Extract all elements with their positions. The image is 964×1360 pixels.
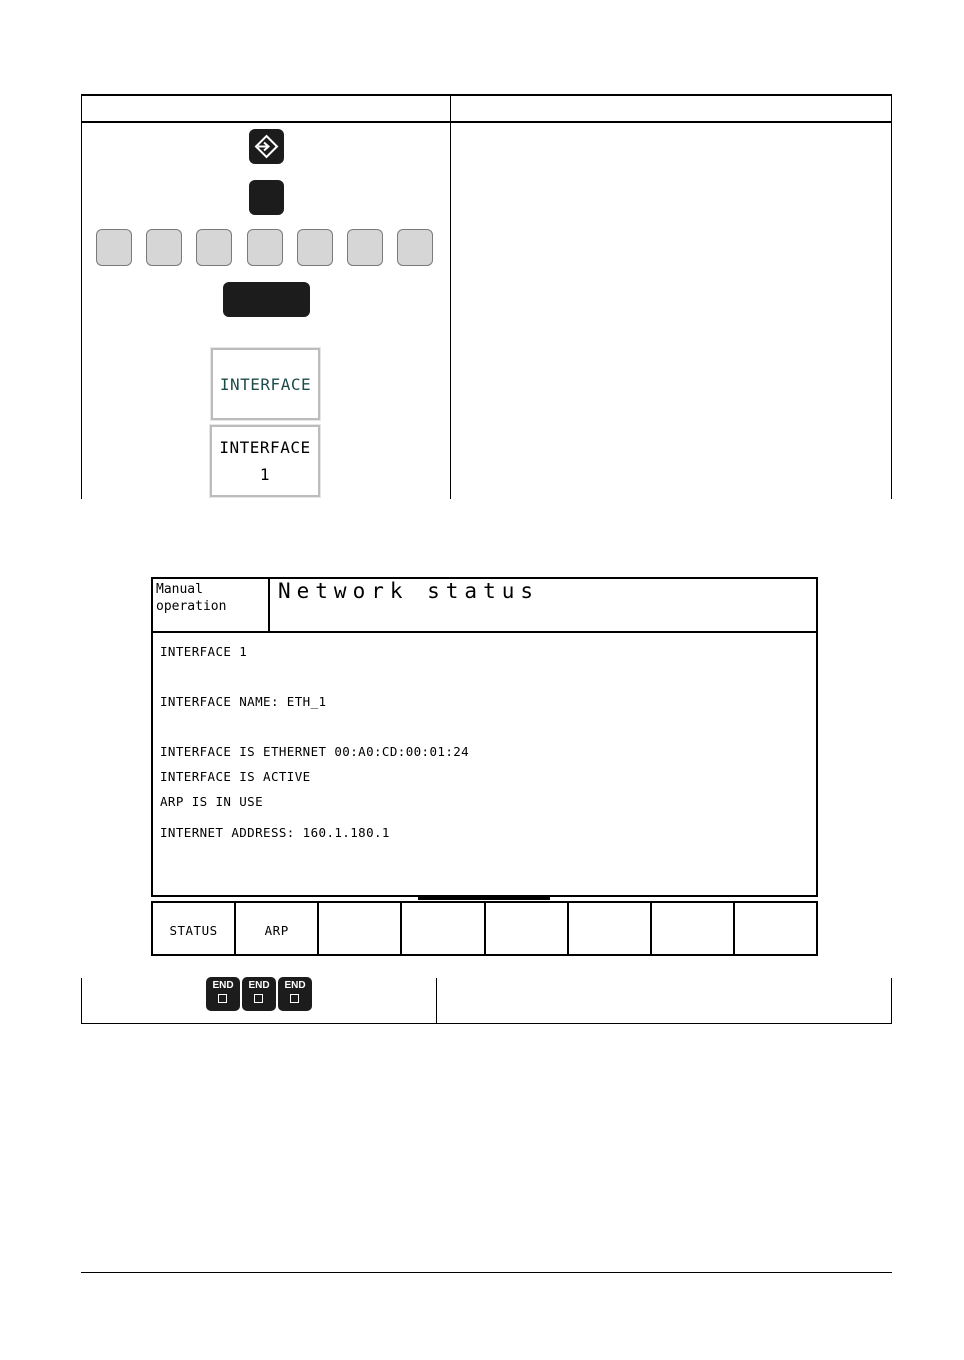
softkey-row-indicator	[418, 897, 550, 900]
network-status-screen	[151, 577, 818, 897]
mod-key[interactable]	[249, 180, 284, 215]
diamond-arrow-icon	[249, 129, 284, 164]
mode-indicator	[153, 579, 270, 631]
softkey-interface-label: INTERFACE	[219, 374, 312, 394]
softkey-interface-1[interactable]	[210, 425, 320, 497]
softkey-empty-3[interactable]	[319, 903, 402, 954]
square-icon	[290, 994, 299, 1003]
softkey-interface[interactable]	[211, 348, 320, 420]
top-rule	[81, 94, 892, 96]
softkey-interface-1-label: INTERFACE	[219, 438, 311, 457]
soft-key-1[interactable]	[96, 229, 132, 266]
status-line: INTERFACE 1	[160, 644, 248, 659]
bottom-table-right	[891, 978, 892, 1024]
softkey-empty-5[interactable]	[486, 903, 569, 954]
end-key-label: END	[248, 980, 270, 991]
end-key[interactable]	[242, 977, 276, 1011]
soft-key-2[interactable]	[146, 229, 182, 266]
table-right-border	[891, 94, 892, 499]
end-key-label: END	[212, 980, 234, 991]
footer-rule	[81, 1272, 892, 1273]
header-rule	[81, 121, 892, 123]
softkey-empty-7[interactable]	[652, 903, 735, 954]
softkey-bar	[151, 901, 818, 956]
softkey-interface-1-number: 1	[259, 465, 271, 484]
soft-key-7[interactable]	[397, 229, 433, 266]
bottom-table-left	[81, 978, 82, 1024]
soft-key-3[interactable]	[196, 229, 232, 266]
softkey-empty-8[interactable]	[735, 903, 816, 954]
status-line: INTERFACE IS ETHERNET 00:A0:CD:00:01:24	[160, 744, 470, 759]
soft-key-5[interactable]	[297, 229, 333, 266]
end-key[interactable]	[278, 977, 312, 1011]
soft-key-4[interactable]	[247, 229, 283, 266]
softkey-empty-4[interactable]	[402, 903, 485, 954]
end-key-label: END	[284, 980, 306, 991]
table-left-border	[81, 94, 82, 499]
soft-key-6[interactable]	[347, 229, 383, 266]
table-mid-border	[450, 94, 451, 499]
screen-title: Network status	[278, 579, 540, 603]
status-line: INTERNET ADDRESS: 160.1.180.1	[160, 825, 390, 840]
title-divider	[153, 631, 816, 633]
bottom-table-mid	[436, 978, 437, 1024]
square-icon	[218, 994, 227, 1003]
status-line: ARP IS IN USE	[160, 794, 264, 809]
program-mode-key[interactable]	[249, 129, 284, 164]
softkey-empty-6[interactable]	[569, 903, 652, 954]
softkey-arp[interactable]: ARP	[236, 903, 319, 954]
wide-key[interactable]	[223, 282, 310, 317]
status-line: INTERFACE NAME: ETH_1	[160, 694, 327, 709]
status-line: INTERFACE IS ACTIVE	[160, 769, 311, 784]
mode-line-2: operation	[156, 599, 227, 614]
bottom-table-rule	[81, 1023, 892, 1024]
mode-line-1: Manual	[156, 582, 203, 597]
softkey-status[interactable]: STATUS	[153, 903, 236, 954]
square-icon	[254, 994, 263, 1003]
end-key[interactable]	[206, 977, 240, 1011]
